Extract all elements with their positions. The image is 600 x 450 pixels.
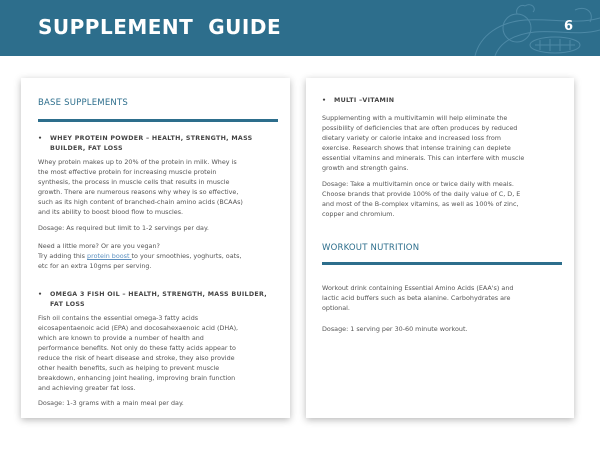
body-line: etc for an extra 10gms per serving. bbox=[38, 262, 152, 270]
whey-protein-body bbox=[38, 157, 288, 217]
bullet-icon: • bbox=[38, 291, 43, 298]
body-line: possibility of deficiencies that are often produces by reduced bbox=[322, 124, 518, 132]
body-line: lactic acid buffers such as beta alanine. Carbohydrates are bbox=[322, 294, 511, 302]
page-title: SUPPLEMENT GUIDE bbox=[38, 15, 282, 39]
body-line: performance benefits. Not only do these fatty acids appear to bbox=[38, 344, 236, 352]
workout-nutrition-dosage: Dosage: 1 serving per 30-60 minute workout. bbox=[322, 325, 468, 333]
body-line: Need a little more? Or are you vegan? bbox=[38, 242, 160, 250]
protein-boost-link[interactable]: protein boost bbox=[87, 252, 132, 260]
body-line: copper and chromium. bbox=[322, 210, 395, 218]
bullet-icon: • bbox=[38, 135, 43, 142]
body-line: breakdown, enhancing joint healing, improving brain function bbox=[38, 374, 236, 382]
body-line: other health benefits, such as helping to prevent muscle bbox=[38, 364, 220, 372]
body-line: Supplementing with a multivitamin will help eliminate the bbox=[322, 114, 508, 122]
section-divider bbox=[322, 262, 562, 265]
workout-nutrition-body bbox=[322, 283, 572, 313]
whey-protein-extra bbox=[38, 241, 288, 271]
body-line: and its ability to boost blood flow to muscles. bbox=[38, 208, 184, 216]
whey-protein-heading: • WHEY PROTEIN POWDER – HEALTH, STRENGTH, MASS BUILDER, FAT LOSS bbox=[38, 135, 253, 152]
body-line: such as its high content of branched-chain amino acids (BCAAs) bbox=[38, 198, 243, 206]
body-line: synthesis, the process in muscle cells that results in muscle bbox=[38, 178, 230, 186]
body-line: and most of the B-complex vitamins, as well as 100% of zinc, bbox=[322, 200, 519, 208]
body-line: Fish oil contains the essential omega-3 fatty acids bbox=[38, 314, 199, 322]
fitness-illustration-icon bbox=[455, 0, 600, 56]
omega3-heading: • OMEGA 3 FISH OIL – HEALTH, STRENGTH, MASS BUILDER, FAT LOSS bbox=[38, 291, 267, 308]
body-line: growth. There are numerous reasons why whey is so effective, bbox=[38, 188, 239, 196]
body-line: Dosage: Take a multivitamin once or twice daily with meals. bbox=[322, 180, 514, 188]
section-title-workout-nutrition: WORKOUT NUTRITION bbox=[322, 243, 420, 253]
body-line: Choose brands that provide 100% of the daily value of C, D, E bbox=[322, 190, 521, 198]
bullet-icon: • bbox=[322, 97, 327, 104]
body-line: Whey protein makes up to 20% of the protein in milk. Whey is bbox=[38, 158, 237, 166]
body-line: reduce the risk of heart disease and stroke, they also provide bbox=[38, 354, 235, 362]
body-line: optional. bbox=[322, 304, 350, 312]
omega3-body bbox=[38, 313, 288, 393]
body-line: essential vitamins and minerals. This can interfere with muscle bbox=[322, 154, 525, 162]
multivitamin-body bbox=[322, 113, 572, 173]
body-line: and achieving greater fat loss. bbox=[38, 384, 136, 392]
section-title-base-supplements: BASE SUPPLEMENTS bbox=[38, 98, 128, 108]
multivitamin-heading: • MULTI –VITAMIN bbox=[322, 97, 395, 104]
section-divider bbox=[38, 119, 278, 122]
body-line: growth and strength gains. bbox=[322, 164, 409, 172]
body-line: which are known to provide a number of health and bbox=[38, 334, 204, 342]
body-line: eicosapentaenoic acid (EPA) and docosahexaenoic acid (DHA), bbox=[38, 324, 239, 332]
body-line: exercise. Research shows that intense training can deplete bbox=[322, 144, 511, 152]
header-bar bbox=[0, 0, 600, 56]
body-line: Try adding this protein boost to your smoothies, yoghurts, oats, bbox=[38, 252, 242, 260]
base-supplements-card bbox=[21, 78, 290, 418]
page-number: 6 bbox=[564, 19, 574, 34]
body-line: dietary variety or calorie intake and increased loss from bbox=[322, 134, 502, 142]
body-line: the most effective protein for increasing muscle protein bbox=[38, 168, 217, 176]
multivitamin-dosage bbox=[322, 179, 572, 219]
multivitamin-card bbox=[306, 78, 574, 418]
body-line: Workout drink containing Essential Amino Acids (EAA's) and bbox=[322, 284, 514, 292]
whey-protein-dosage: Dosage: As required but limit to 1-2 servings per day. bbox=[38, 224, 209, 232]
omega3-dosage: Dosage: 1-3 grams with a main meal per day. bbox=[38, 399, 184, 407]
